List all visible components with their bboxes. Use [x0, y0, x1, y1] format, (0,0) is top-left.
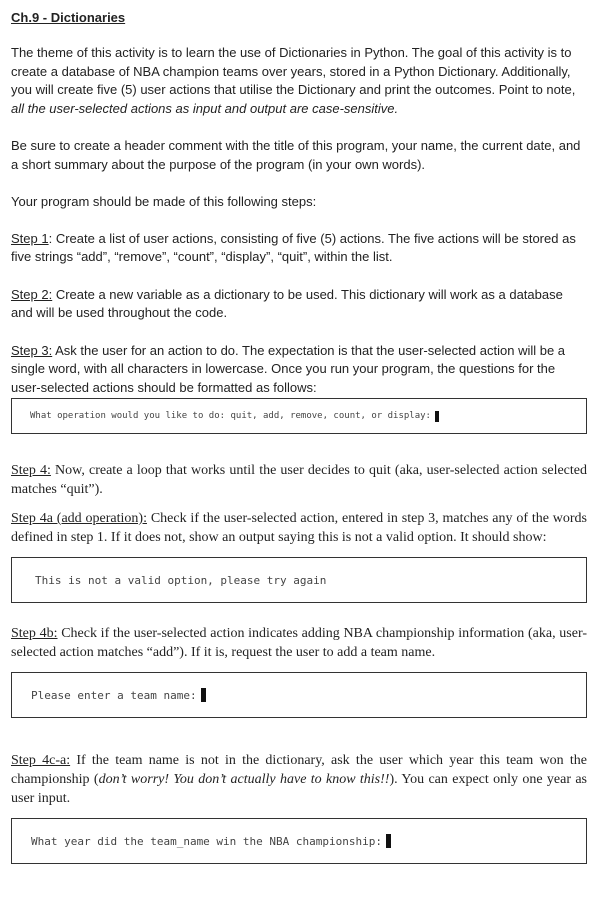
- step-3-text: Ask the user for an action to do. The expectation is that the user-selected action will be a single word, with all characters in lowercase. Once you run your program, the questions for the user-selected actions should be formatted as follows:: [11, 342, 566, 395]
- step-4ca-paragraph: [11, 751, 587, 808]
- text-cursor-icon: [201, 688, 206, 702]
- step-4b-paragraph: [11, 624, 587, 662]
- step-4a-label: Step 4a (add operation):: [11, 511, 147, 526]
- text-cursor-icon: [435, 411, 439, 422]
- step-3-label: Step 3:: [11, 342, 53, 358]
- step-1-paragraph: [11, 230, 587, 267]
- step-4a-text: Check if the user-selected action, entered in step 3, matches any of the words defined in step 1. If it does not, show an output saying this is not a valid option. It should show:: [11, 511, 588, 545]
- step-4-text: Now, create a loop that works until the user decides to quit (aka, user-selected action selected matches “quit”).: [11, 463, 588, 497]
- console-year-prompt: [11, 818, 587, 864]
- step-4ca-label: Step 4c-a:: [11, 753, 71, 768]
- step-1-label: Step 1: [11, 230, 49, 246]
- console-invalid-text: This is not a valid option, please try again: [35, 573, 327, 587]
- step-3-paragraph: [11, 342, 587, 398]
- intro-text: The theme of this activity is to learn the use of Dictionaries in Python. The goal of this activity is to create a database of NBA champion teams over years, stored in a Python Dictionary. Additionally, you will create five (5) user actions that utilise the Dictionary and print the outcomes. Point to note,: [11, 45, 576, 97]
- page-title: Ch.9 - Dictionaries: [11, 10, 126, 25]
- steps-intro: Your program should be made of this following steps:: [11, 194, 317, 209]
- step-2-text: Create a new variable as a dictionary to be used. This dictionary will work as a database and will be used throughout the code.: [11, 286, 563, 320]
- step-4-paragraph: [11, 461, 587, 499]
- step-2-label: Step 2:: [11, 286, 53, 302]
- document: [11, 10, 587, 864]
- step-4a-paragraph: [11, 509, 587, 547]
- intro-italic-note: all the user-selected actions as input and output are case-sensitive.: [11, 100, 399, 116]
- console-year-text: What year did the team_name win the NBA championship:: [31, 834, 382, 848]
- header-comment-paragraph: Be sure to create a header comment with the title of this program, your name, the current date, and a short summary about the purpose of the program (in your own words).: [11, 138, 581, 172]
- intro-paragraph: [11, 44, 587, 118]
- step-1-text: : Create a list of user actions, consisting of five (5) actions. The five actions will be stored as five strings “add”, “remove”, “count”, “display”, “quit”, within the list.: [11, 230, 576, 264]
- step-2-paragraph: [11, 286, 587, 323]
- step-4b-label: Step 4b:: [11, 626, 58, 641]
- console-operation-text: What operation would you like to do: quit, add, remove, count, or display:: [30, 411, 431, 421]
- step-4-label: Step 4:: [11, 463, 51, 478]
- step-4b-text: Check if the user-selected action indicates adding NBA championship information (aka, user-selected action matches “add”). If it is, request the user to add a team name.: [11, 626, 587, 660]
- console-invalid-option: [11, 557, 587, 603]
- console-team-name-text: Please enter a team name:: [31, 688, 197, 702]
- step-4ca-italic-note: don’t worry! You don’t actually have to know this!!: [98, 772, 390, 787]
- text-cursor-icon: [386, 834, 391, 848]
- console-operation-prompt: [11, 398, 587, 434]
- step-4ca-text: If the team name is not in the dictionary, ask the user which year this team won the championship (: [11, 753, 587, 787]
- console-team-name-prompt: [11, 672, 587, 718]
- step-4ca-text-end: ). You can expect only one year as user input.: [11, 772, 587, 806]
